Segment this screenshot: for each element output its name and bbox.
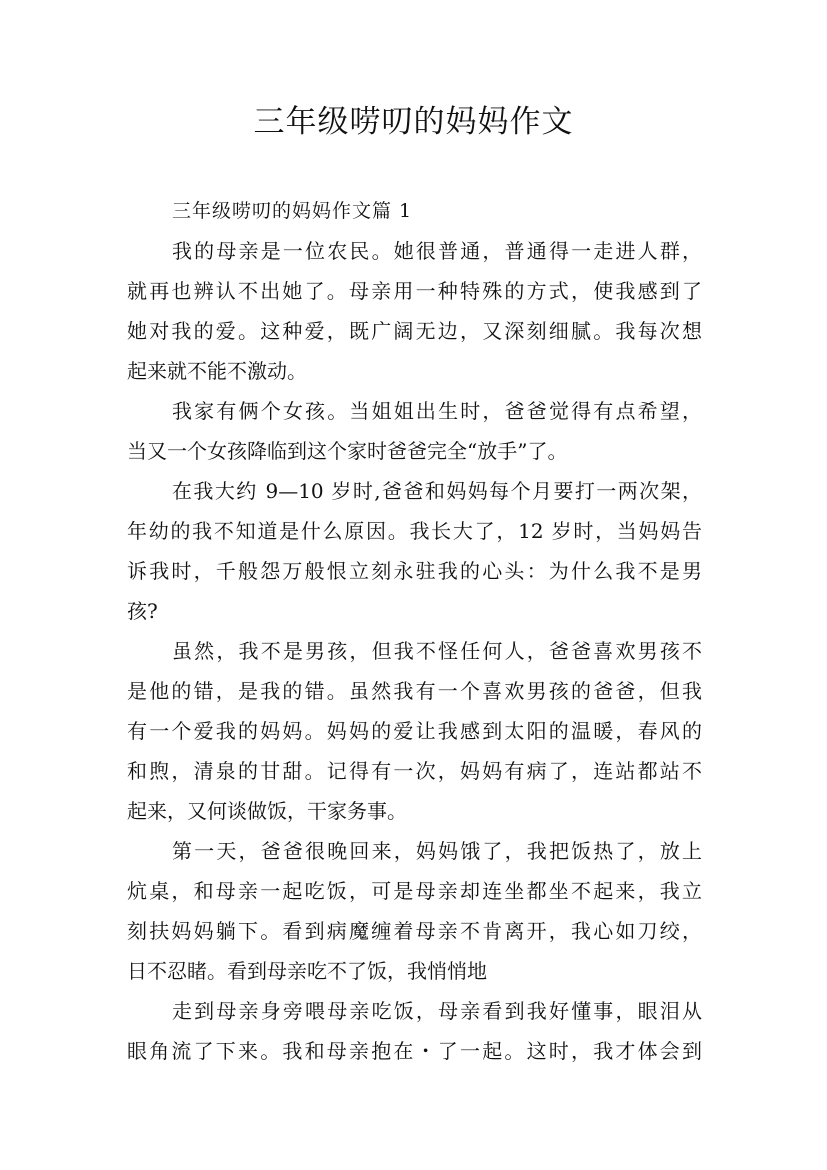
document-title: 三年级唠叨的妈妈作文 [253,104,574,140]
paragraph-line: 在我大约 9—10 岁时,爸爸和妈妈每个月要打一两次架， [172,479,702,503]
paragraph-line: 当又一个女孩降临到这个家时爸爸完全“放手”了。 [127,439,568,463]
paragraph-line: 炕桌，和母亲一起吃饭，可是母亲却连坐都坐不起来，我立 [127,879,702,903]
paragraph-5 [127,831,702,991]
paragraph-line: 起来，又何谈做饭，干家务事。 [127,799,407,823]
section-heading: 三年级唠叨的妈妈作文篇 1 [172,200,413,222]
paragraph-line: 孩? [127,599,158,623]
paragraph-6 [127,991,702,1071]
paragraph-line: 有一个爱我的妈妈。妈妈的爱让我感到太阳的温暖，春风的 [127,719,702,743]
paragraph-line: 年幼的我不知道是什么原因。我长大了，12 岁时，当妈妈告 [127,519,702,543]
paragraph-line: 刻扶妈妈躺下。看到病魔缠着母亲不肯离开，我心如刀绞， [127,919,702,943]
paragraph-line: 眼角流了下来。我和母亲抱在・了一起。这时，我才体会到 [127,1039,702,1063]
paragraph-line: 诉我时，千般怨万般恨立刻永驻我的心头：为什么我不是男 [127,559,702,583]
paragraph-line: 日不忍睹。看到母亲吃不了饭，我悄悄地 [127,959,487,983]
paragraph-line: 走到母亲身旁喂母亲吃饭，母亲看到我好懂事，眼泪从 [172,999,702,1023]
paragraph-line: 和煦，清泉的甘甜。记得有一次，妈妈有病了，连站都站不 [127,759,702,783]
paragraph-line: 我家有俩个女孩。当姐姐出生时，爸爸觉得有点希望， [172,399,702,423]
paragraph-line: 是他的错，是我的错。虽然我有一个喜欢男孩的爸爸，但我 [127,679,702,703]
document-body [127,191,702,1071]
paragraph-1 [127,231,702,391]
paragraph-2 [127,391,702,471]
paragraph-line: 就再也辨认不出她了。母亲用一种特殊的方式，使我感到了 [127,279,702,303]
paragraph-line: 她对我的爱。这种爱，既广阔无边，又深刻细腻。我每次想 [127,319,702,343]
paragraph-line: 虽然，我不是男孩，但我不怪任何人，爸爸喜欢男孩不 [172,639,702,663]
paragraph-line: 我的母亲是一位农民。她很普通，普通得一走进人群， [172,239,702,263]
paragraph-4 [127,631,702,831]
paragraph-3 [127,471,702,631]
paragraph-line: 第一天，爸爸很晚回来，妈妈饿了，我把饭热了，放上 [172,839,702,863]
paragraph-line: 起来就不能不激动。 [127,359,307,383]
